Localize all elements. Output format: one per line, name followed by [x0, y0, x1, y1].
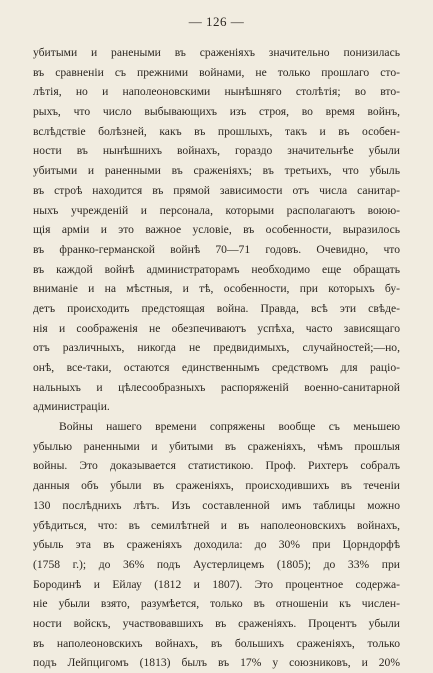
text-line: въ строѣ находится въ прямой зависимости отъ числа санитар-	[33, 183, 400, 197]
text-line: рыхъ, что число выбывающихъ изъ строя, во время войнъ,	[33, 105, 400, 119]
text-line: данныя объ убыли въ сраженіяхъ, происходившихъ въ теченіи	[33, 479, 400, 493]
text-line: Бородинѣ и Ейлау (1812 и 1807). Это процентное содержа-	[33, 577, 400, 591]
text-line: убитыми и раненными въ сраженіяхъ; въ третьихъ, что убыль	[33, 164, 400, 178]
text-line: 130 послѣднихъ лѣтъ. Изъ составленной имъ таблицы можно	[33, 498, 400, 512]
text-line: детъ происходить предстоящая война. Правда, всѣ эти свѣде-	[33, 301, 400, 315]
text-line: убѣдиться, что: въ семилѣтней и въ наполеоновскихъ войнахъ,	[33, 518, 400, 532]
text-line: отъ различныхъ, никогда не предвидимыхъ, случайностей;—но,	[33, 341, 400, 355]
text-line: въ каждой войнѣ администраторамъ необходимо еще обращать	[33, 262, 400, 276]
text-line: въ сравненіи съ прежними войнами, не только прошлаго сто-	[33, 65, 400, 79]
text-line: Войны нашего времени сопряжены вообще съ меньшею	[59, 420, 400, 434]
text-line: ности въ нынѣшнихъ войнахъ, гораздо значительнѣе убыли	[33, 144, 400, 158]
text-line: ныхъ учрежденій и персонала, которыми располагаютъ воюю-	[33, 203, 400, 217]
text-line: ніе убыли взято, разумѣется, только въ отношеніи къ числен-	[33, 597, 400, 611]
text-line: лѣтія, но и наполеоновскими нынѣшняго столѣтія; во вто-	[33, 85, 400, 99]
body-text	[33, 43, 400, 673]
text-line: администраціи.	[33, 400, 110, 414]
text-line: подъ Лейпцигомъ (1813) былъ въ 17% у союзниковъ, и 20%	[33, 656, 400, 670]
text-line: ности войскъ, участвовавшихъ въ сраженіяхъ. Процентъ убыли	[33, 616, 400, 630]
page-number: — 126 —	[188, 14, 245, 29]
text-line: убыль эта въ сраженіяхъ доходила: до 30% при Цорндорфѣ	[33, 538, 400, 552]
text-line: убылью раненными и убитыми въ сраженіяхъ, чѣмъ прошлыя	[33, 439, 400, 453]
text-line: (1758 г.); до 36% подъ Аустерлицемъ (1805); до 33% при	[33, 557, 400, 571]
text-line: нальныхъ и цѣлесообразныхъ распоряженій военно-санитарной	[33, 380, 400, 394]
text-line: войны. Это доказывается статистикою. Проф. Рихтеръ собралъ	[33, 459, 400, 473]
text-line: онѣ, все-таки, остаются единственнымъ средствомъ для раціо-	[33, 361, 400, 374]
text-line: убитыми и ранеными въ сраженіяхъ значительно понизилась	[33, 46, 400, 59]
text-line: нія и соображенія не обезпечиваютъ успѣха, часто зависящаго	[33, 321, 400, 335]
text-line: щія арміи и это важное условіе, въ особенности, выразилось	[33, 223, 400, 237]
text-line: вслѣдствіе болѣзней, какъ въ прошлыхъ, такъ и въ особен-	[33, 124, 400, 138]
text-line: въ наполеоновскихъ войнахъ, въ большихъ сраженіяхъ, только	[33, 636, 400, 650]
text-line: въ франко-германской войнѣ 70—71 годовъ. Очевидно, что	[33, 242, 400, 256]
text-line: вниманіе и на мѣстныя, и тѣ, особенности, при которыхъ бу-	[33, 282, 400, 296]
